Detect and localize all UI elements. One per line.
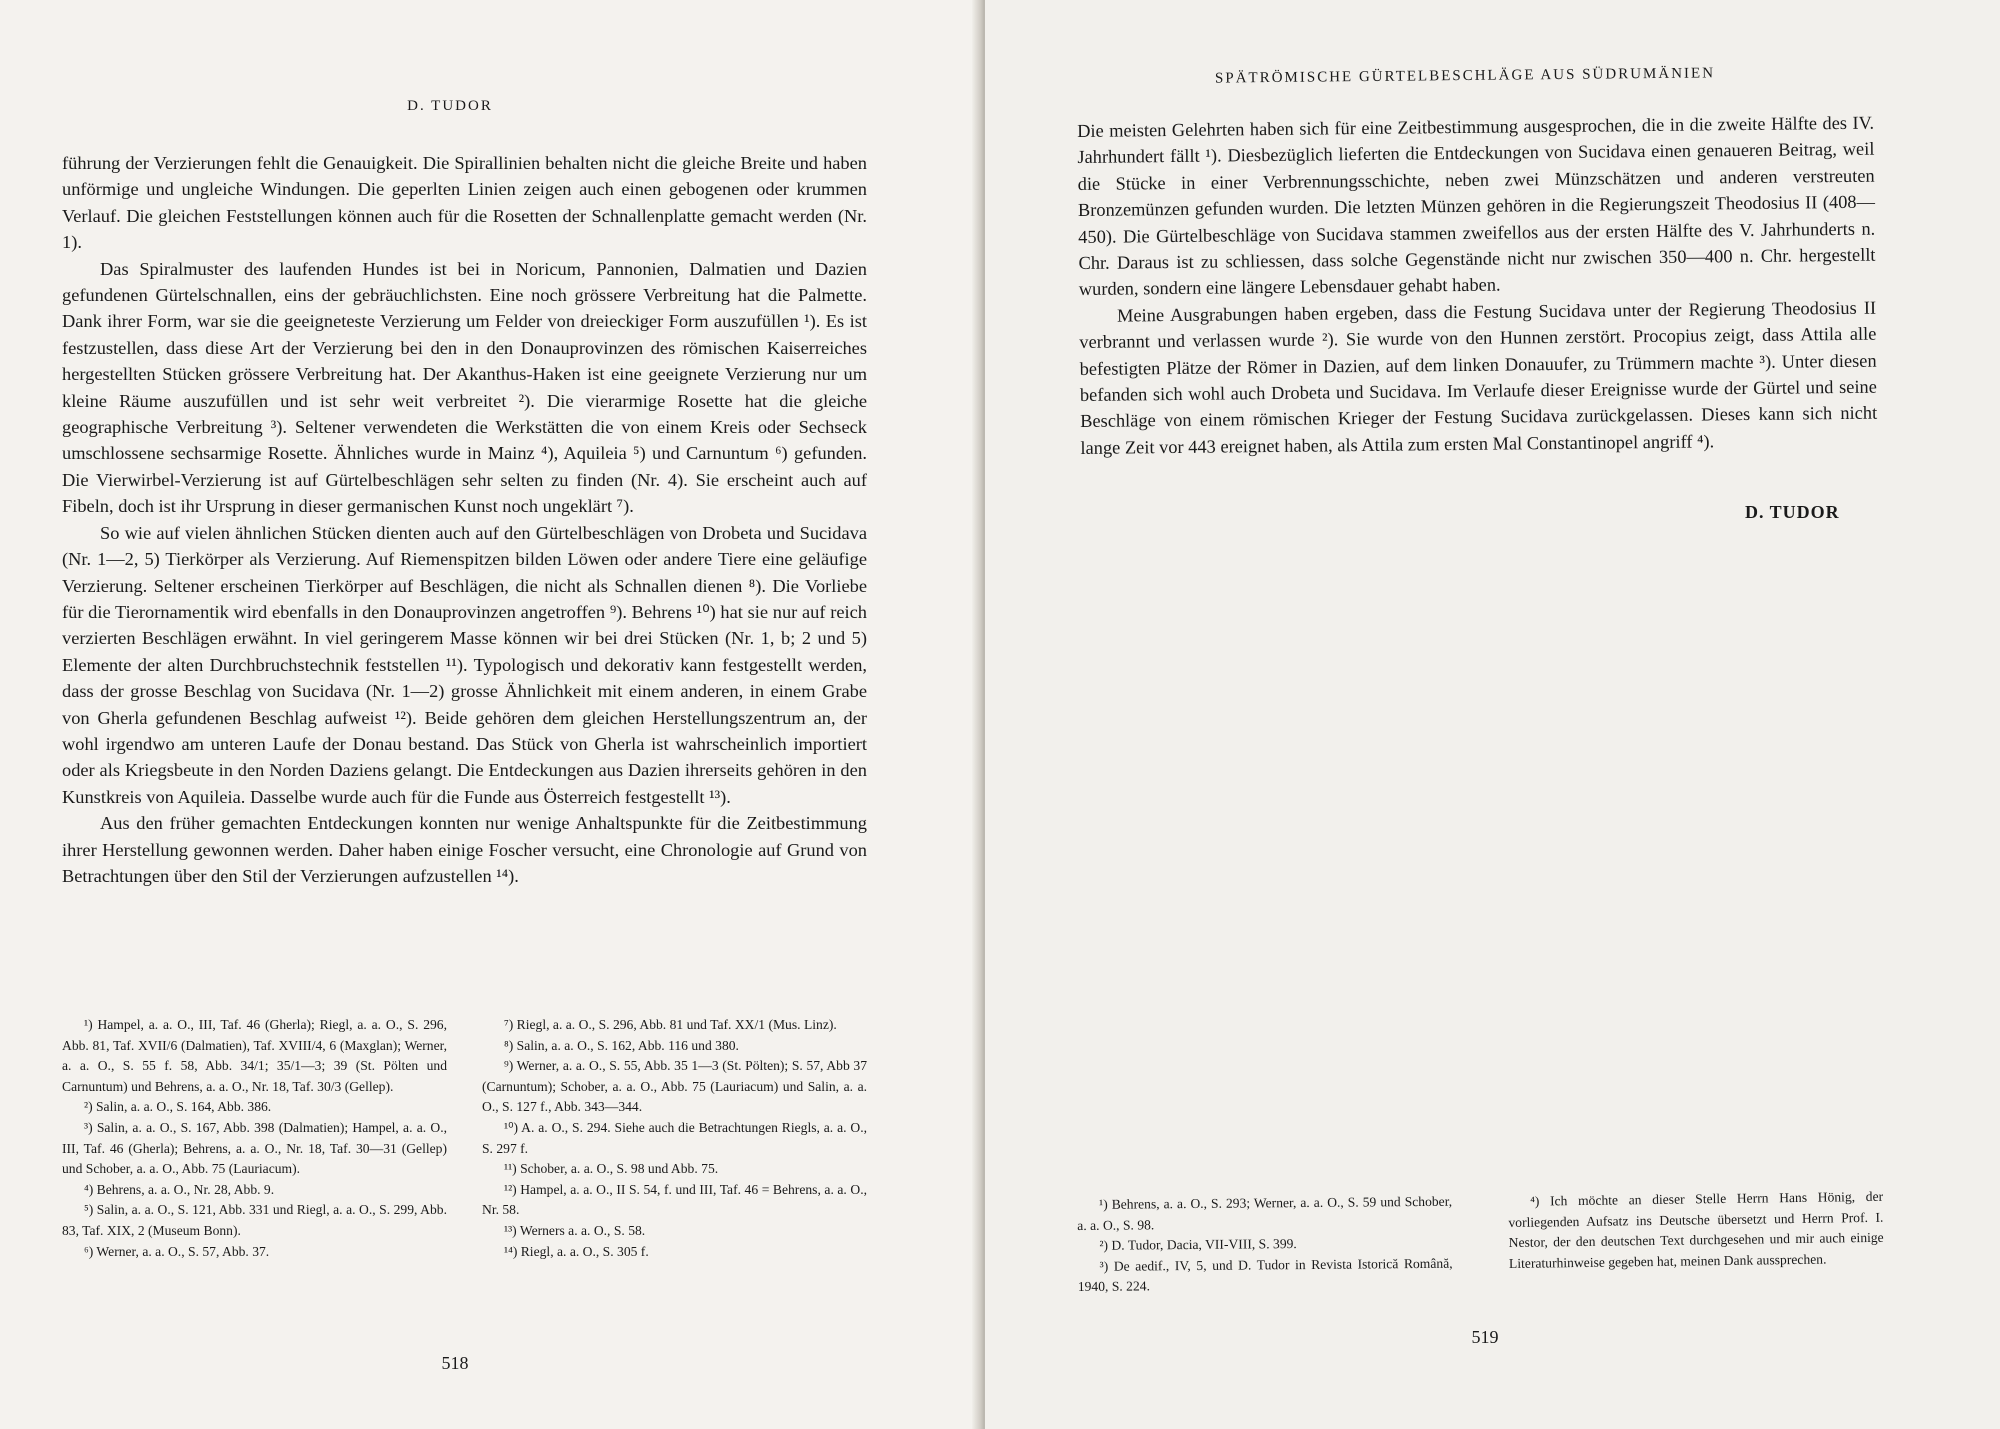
left-page [0, 0, 980, 1429]
footnotes-left-col1 [62, 1015, 447, 1262]
footnote: ⁶) Werner, a. a. O., S. 57, Abb. 37. [84, 1243, 270, 1259]
body-text-right [1077, 110, 1878, 462]
footnote: ⁸) Salin, a. a. O., S. 162, Abb. 116 und 380. [504, 1037, 739, 1053]
footnote: ²) D. Tudor, Dacia, VII-VIII, S. 399. [1099, 1236, 1297, 1253]
footnote: ⁵) Salin, a. a. O., S. 121, Abb. 331 und Riegl, a. a. O., S. 299, Abb. 83, Taf. XIX, 2 (Museum Bonn). [62, 1202, 447, 1238]
footnote: ³) Salin, a. a. O., S. 167, Abb. 398 (Dalmatien); Hampel, a. a. O., III, Taf. 46 (Gherla); Behrens, a. a. O., Nr. 18, Taf. 30—31 (Gellep) und Schober, a. a. O., Abb. 75 (Lauriacum). [62, 1119, 447, 1177]
paragraph: So wie auf vielen ähnlichen Stücken dienten auch auf den Gürtelbeschlägen von Drobeta und Sucidava (Nr. 1—2, 5) Tierkörper als Verzierung. Auf Riemenspitzen bilden Löwen oder andere Tiere eine geläufige Verzierung. Seltener erscheinen Tierkörper auf Beschlägen, die nicht als Schnallen dienen ⁸). Die Vorliebe für die Tierornamentik wird ebenfalls in den Donauprovinzen angetroffen ⁹). Behrens ¹⁰) hat sie nur auf reich verzierten Beschlägen erwähnt. In viel geringerem Masse können wir bei drei Stücken (Nr. 1, b; 2 und 5) Elemente der alten Durchbruchstechnik feststellen ¹¹). Typologisch und dekorativ kann festgestellt werden, dass der grosse Beschlag von Sucidava (Nr. 1—2) grosse Ähnlichkeit mit einem anderen, in einem Grabe von Gherla gefundenen Beschlag aufweist ¹²). Beide gehören dem gleichen Herstellungszentrum an, der wohl irgendwo am unteren Laufe der Donau bestand. Das Stück von Gherla ist wahrscheinlich importiert oder als Kriegsbeute in den Norden Daziens gelangt. Die Entdeckungen aus Dazien ihrerseits gehören in den Kunstkreis von Aquileia. Dasselbe wurde auch für die Funde aus Österreich festgestellt ¹³). [62, 522, 867, 807]
running-head-right: SPÄTRÖMISCHE GÜRTELBESCHLÄGE AUS SÜDRUMÄNIEN [1214, 65, 1716, 87]
paragraph: Die meisten Gelehrten haben sich für eine Zeitbestimmung ausgesprochen, die in die zweite Hälfte des IV. Jahrhundert fällt ¹). Diesbezüglich lieferten die Entdeckungen von Sucidava einen genaueren Beitrag, weil die Stücke in einer Verbrennungsschichte, neben zwei Münzschätzen und anderen verstreuten Bronzemünzen gefunden wurden. Die letzten Münzen gehören in die Regierungszeit Theodosius II (408—450). Die Gürtelbeschläge von Sucidava stammen zweifellos aus der ersten Hälfte des V. Jahrhunderts n. Chr. Daraus ist zu schliessen, dass solche Gegenstände nicht nur zwischen 350—400 n. Chr. hergestellt wurden, sondern eine längere Lebensdauer gehabt haben. [1077, 112, 1876, 300]
footnote: ²) Salin, a. a. O., S. 164, Abb. 386. [84, 1099, 272, 1115]
author-signature: D. TUDOR [1745, 502, 1840, 522]
footnote: ⁴) Ich möchte an dieser Stelle Herrn Hans Hönig, der vorliegenden Aufsatz ins Deutsche übersetzt und Herrn Prof. I. Nestor, der den deutschen Text durchgesehen und mir auch einige Literaturhinweise gegeben hat, meinen Dank aussprechen. [1508, 1188, 1884, 1271]
page-number-left: 518 [441, 1353, 469, 1373]
footnotes-left-col2 [482, 1015, 867, 1262]
footnote: ¹) Hampel, a. a. O., III, Taf. 46 (Gherla); Riegl, a. a. O., S. 296, Abb. 81, Taf. XVII/6 (Dalmatien), Taf. XVIII/4, 6 (Maxglan); Werner, a. a. O., S. 55 f. 58, Abb. 34/1; 35/1—3; 39 (St. Pölten und Carnuntum) und Behrens, a. a. O., Nr. 18, Taf. 30/3 (Gellep). [62, 1017, 447, 1094]
footnote: ³) De aedif., IV, 5, und D. Tudor in Revista Istorică Română, 1940, S. 224. [1077, 1255, 1453, 1295]
footnote: ¹³) Werners a. a. O., S. 58. [504, 1222, 646, 1238]
right-page [985, 0, 2000, 1429]
footnotes-right-col2 [1508, 1187, 1884, 1275]
body-text-left [62, 150, 867, 889]
footnote: ¹²) Hampel, a. a. O., II S. 54, f. und III, Taf. 46 = Behrens, a. a. O., Nr. 58. [482, 1181, 867, 1218]
page-number-right: 519 [1471, 1327, 1499, 1347]
footnote: ¹) Behrens, a. a. O., S. 293; Werner, a. a. O., S. 59 und Schober, a. a. O., S. 98. [1077, 1193, 1453, 1233]
paragraph: Aus den früher gemachten Entdeckungen konnten nur wenige Anhaltspunkte für die Zeitbestimmung ihrer Herstellung gewonnen werden. Daher haben einige Foscher versucht, eine Chronologie auf Grund von Betrachtungen über den Stil der Verzierungen aufzustellen ¹⁴). [62, 813, 867, 886]
running-head-left: D. TUDOR [407, 98, 493, 114]
footnote: ⁷) Riegl, a. a. O., S. 296, Abb. 81 und Taf. XX/1 (Mus. Linz). [504, 1017, 837, 1032]
paragraph: Meine Ausgrabungen haben ergeben, dass die Festung Sucidava unter der Regierung Theodosius II verbrannt und verlassen wurde ²). Sie wurde von den Hunnen zerstört. Procopius zeigt, dass Attila alle befestigten Plätze der Römer in Dazien, auf dem linken Donauufer, zu Trümmern machte ³). Unter diesen befanden sich wohl auch Drobeta und Sucidava. Im Verlaufe dieser Ereignisse wurde der Gürtel und seine Beschläge von einem römischen Krieger der Festung Sucidava zurückgelassen. Dieses kann sich nicht lange Zeit vor 443 ereignet haben, als Attila zum ersten Mal Constantinopel angriff ⁴). [1079, 297, 1878, 458]
paragraph: führung der Verzierungen fehlt die Genauigkeit. Die Spirallinien behalten nicht die gleiche Breite und haben unförmige und ungleiche Windungen. Die geperlten Linien zeigen auch einen gebogenen oder krummen Verlauf. Die gleichen Feststellungen können auch für die Rosetten der Schnallenplatte gemacht werden (Nr. 1). [62, 153, 867, 253]
footnote: ¹⁰) A. a. O., S. 294. Siehe auch die Betrachtungen Riegls, a. a. O., S. 297 f. [482, 1119, 867, 1156]
footnote: ¹¹) Schober, a. a. O., S. 98 und Abb. 75. [504, 1161, 719, 1177]
footnotes-right-col1 [1077, 1192, 1453, 1298]
footnote: ⁴) Behrens, a. a. O., Nr. 28, Abb. 9. [84, 1181, 275, 1197]
footnote: ⁹) Werner, a. a. O., S. 55, Abb. 35 1—3 (St. Pölten); S. 57, Abb 37 (Carnuntum); Schober, a. a. O., Abb. 75 (Lauriacum) und Salin, a. a. O., S. 127 f., Abb. 343—344. [482, 1058, 867, 1115]
footnote: ¹⁴) Riegl, a. a. O., S. 305 f. [504, 1243, 649, 1259]
paragraph: Das Spiralmuster des laufenden Hundes ist bei in Noricum, Pannonien, Dalmatien und Dazien gefundenen Gürtelschnallen, eins der gebräuchlichsten. Eine noch grössere Verbreitung hat die Palmette. Dank ihrer Form, war sie die geeigneteste Verzierung um Felder von dreieckiger Form auszufüllen ¹). Es ist festzustellen, dass diese Art der Verzierung bei den in den Donauprovinzen des römischen Kaiserreiches hergestellten Stücken grössere Verbreitung hat. Der Akanthus-Haken ist eine geeignete Verzierung nur um kleine Räume auszufüllen und ist sehr weit verbreitet ²). Die vierarmige Rosette hat die gleiche geographische Verbreitung ³). Seltener verwendeten die Werkstätten die von einem Kreis oder Sechseck umschlossene sechsarmige Rosette. Ähnliches wurde in Mainz ⁴), Aquileia ⁵) und Carnuntum ⁶) gefunden. Die Vierwirbel-Verzierung ist auf Gürtelbeschlägen sehr selten zu finden (Nr. 4). Sie erscheint auch auf Fibeln, doch ist ihr Ursprung in dieser germanischen Kunst noch ungeklärt ⁷). [62, 258, 867, 517]
